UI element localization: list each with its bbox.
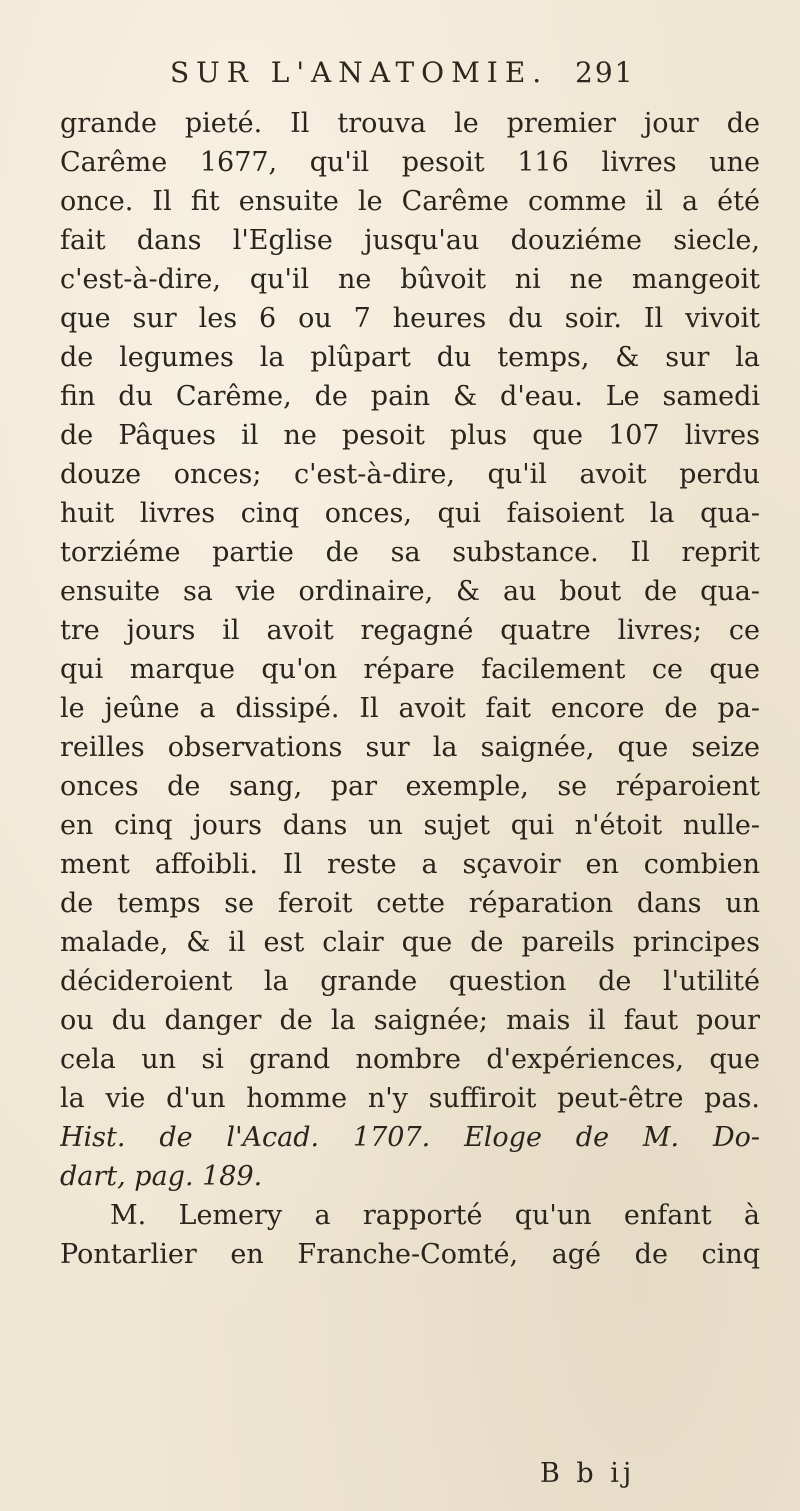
text-line: que sur les 6 ou 7 heures du soir. Il vivoit	[60, 303, 760, 334]
text-line: onces de sang, par exemple, se réparoient	[60, 771, 760, 802]
text-line: en cinq jours dans un sujet qui n'étoit nulle-	[60, 810, 760, 841]
text-line: ou du danger de la saignée; mais il faut pour	[60, 1005, 760, 1036]
text-line: torziéme partie de sa substance. Il reprit	[60, 537, 760, 568]
text-line: malade, & il est clair que de pareils principes	[60, 927, 760, 958]
page-number: 291	[575, 56, 635, 89]
text-line: le jeûne a dissipé. Il avoit fait encore de pa-	[60, 693, 760, 724]
text-line: de temps se feroit cette réparation dans un	[60, 888, 760, 919]
running-title: SUR L'ANATOMIE.	[170, 56, 549, 89]
text-line: la vie d'un homme n'y suffiroit peut-être pas.	[60, 1083, 760, 1114]
text-line: reilles observations sur la saignée, que seize	[60, 732, 760, 763]
paragraph-line: M. Lemery a rapporté qu'un enfant à	[110, 1200, 760, 1231]
text-line: qui marque qu'on répare facilement ce que	[60, 654, 760, 685]
paragraph-line: Pontarlier en Franche-Comté, agé de cinq	[60, 1239, 760, 1270]
text-line: fait dans l'Eglise jusqu'au douziéme siecle,	[60, 225, 760, 256]
text-line: douze onces; c'est-à-dire, qu'il avoit perdu	[60, 459, 760, 490]
text-line: de legumes la plûpart du temps, & sur la	[60, 342, 760, 373]
citation-line: Hist. de l'Acad. 1707. Eloge de M. Do-	[60, 1122, 760, 1153]
text-line: ment affoibli. Il reste a sçavoir en combien	[60, 849, 760, 880]
citation-line: dart, pag. 189.	[60, 1161, 263, 1192]
text-line: décideroient la grande question de l'utilité	[60, 966, 760, 997]
text-line: tre jours il avoit regagné quatre livres; ce	[60, 615, 760, 646]
text-block	[60, 104, 760, 1274]
text-line: huit livres cinq onces, qui faisoient la qua-	[60, 498, 760, 529]
text-line: c'est-à-dire, qu'il ne bûvoit ni ne mangeoit	[60, 264, 760, 295]
text-line: Carême 1677, qu'il pesoit 116 livres une	[60, 147, 760, 178]
text-line: cela un si grand nombre d'expériences, que	[60, 1044, 760, 1075]
text-line: fin du Carême, de pain & d'eau. Le samedi	[60, 381, 760, 412]
text-line: de Pâques il ne pesoit plus que 107 livres	[60, 420, 760, 451]
text-line: ensuite sa vie ordinaire, & au bout de qua-	[60, 576, 760, 607]
text-line: grande pieté. Il trouva le premier jour de	[60, 108, 760, 139]
text-line: once. Il fit ensuite le Carême comme il a été	[60, 186, 760, 217]
running-head	[170, 56, 635, 96]
signature-mark: B b ij	[540, 1458, 636, 1489]
